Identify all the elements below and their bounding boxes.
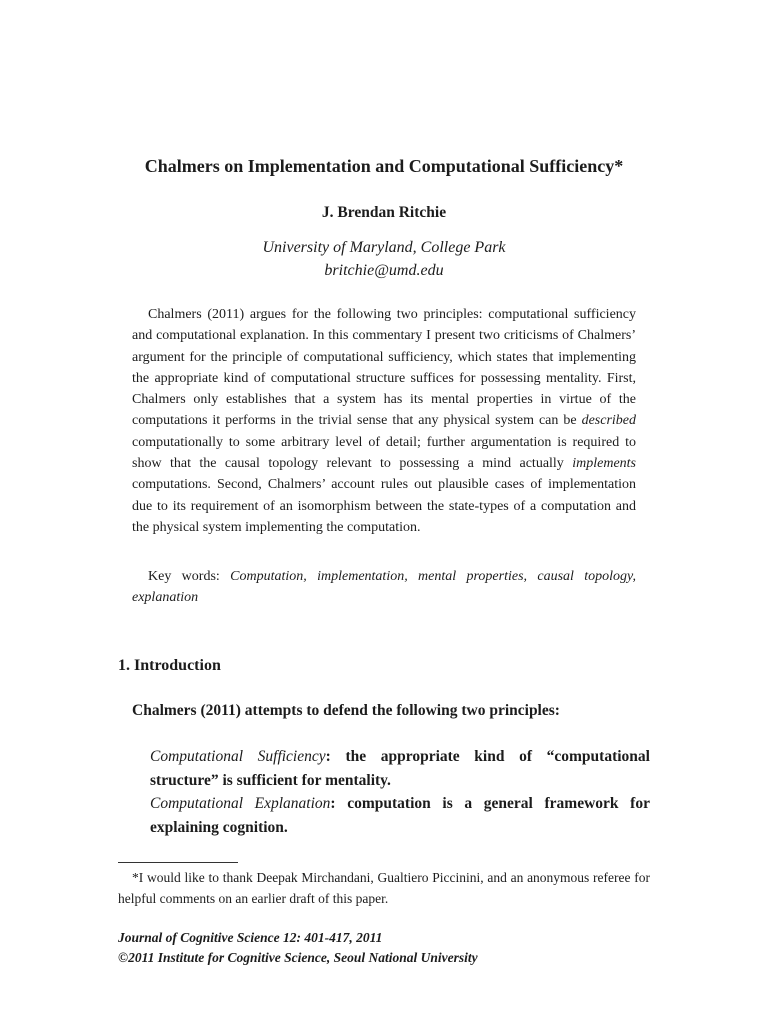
affiliation: University of Maryland, College Park: [262, 239, 506, 256]
keywords-label: Key words:: [148, 569, 231, 584]
keywords-terms: Computation, implementation, mental properties, causal topology, explanation: [132, 569, 637, 606]
principle-term: Computational Sufficiency: [150, 748, 326, 765]
abstract-text-1: Chalmers (2011) argues for the following two principles: computational sufficiency and computational explanation. In this commentary I present two criticisms of Chalmers’ argument for the principle of computational sufficiency, which states that implementing the appropriate kind of computational structure suffices for possessing mentality. First, Chalmers only establishes that a system has its mental properties in virtue of the computations it performs in the trivial sense that any physical system can be: [132, 307, 636, 429]
principles-list: [150, 745, 650, 839]
author-name: J. Brendan Ritchie: [321, 204, 447, 221]
keywords: [132, 566, 636, 609]
abstract-emphasis-implements: implements: [572, 456, 636, 472]
journal-copyright: ©2011 Institute for Cognitive Science, Seoul National University: [118, 950, 478, 965]
journal-info: [118, 928, 678, 968]
journal-citation: Journal of Cognitive Science 12: 401-417, 2011: [118, 930, 383, 945]
introduction-lead: Chalmers (2011) attempts to defend the following two principles:: [132, 702, 560, 719]
section-heading-introduction: 1. Introduction: [118, 657, 221, 674]
author-email: britchie@umd.edu: [324, 262, 444, 279]
principle-definition: computation is a general framework for explaining cognition.: [150, 795, 650, 836]
abstract-emphasis-described: described: [581, 413, 636, 429]
footnote: *I would like to thank Deepak Mirchandani, Gualtiero Piccinini, and an anonymous referee for helpful comments on an earlier draft of this paper.: [118, 870, 650, 906]
abstract-text-2: computationally to some arbitrary level of detail; further argumentation is required to show that the causal topology relevant to possessing a mind actually: [132, 434, 636, 472]
paper-title: Chalmers on Implementation and Computational Sufficiency*: [144, 156, 624, 176]
principle-definition: the appropriate kind of “computational structure” is sufficient for mentality.: [150, 748, 650, 789]
footnote-divider: [118, 862, 238, 863]
principle-item: Computational Sufficiency: the appropriate kind of “computational structure” is sufficient for mentality.: [150, 748, 650, 789]
abstract: [132, 304, 636, 538]
abstract-text-3: computations. Second, Chalmers’ account rules out plausible cases of implementation due to its requirement of an isomorphism between the state-types of a computation and the physical system implementing the computation.: [132, 477, 636, 535]
principle-term: Computational Explanation: [150, 795, 331, 812]
author-affiliation-block: [0, 236, 768, 282]
principle-item: Computational Explanation: computation is a general framework for explaining cognition.: [150, 795, 650, 836]
